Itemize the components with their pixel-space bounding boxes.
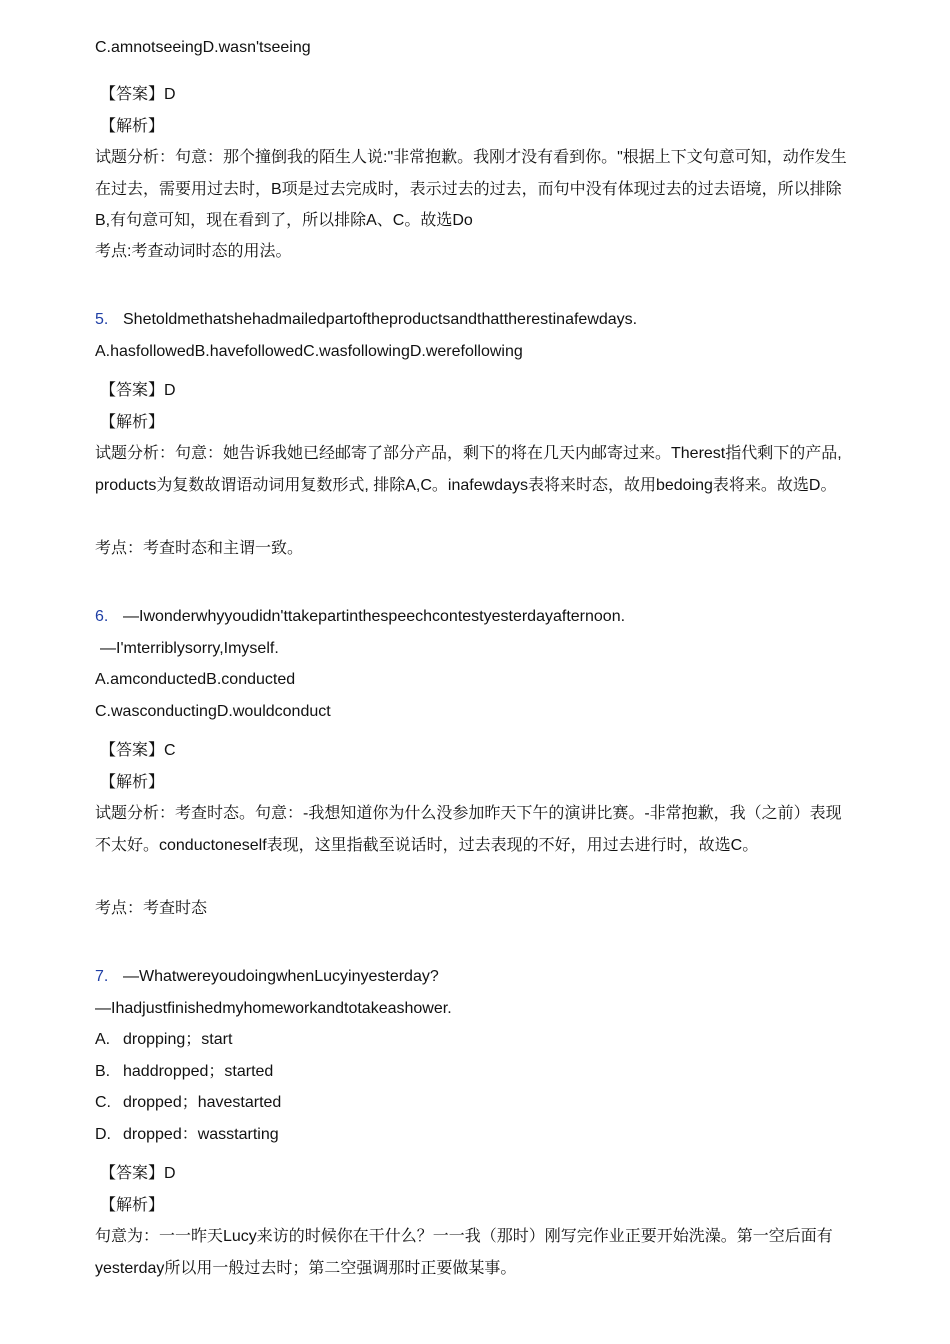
option-text: dropped；havestarted [123, 1094, 282, 1111]
question-6-options-cd: C.wasconductingD.wouldconduct [95, 703, 331, 720]
option-text: dropping；start [123, 1031, 233, 1048]
option-letter: D. [95, 1126, 111, 1143]
question-7-analysis-label: 【解析】 [100, 1197, 165, 1214]
question-4-analysis: 试题分析：句意：那个撞倒我的陌生人说:"非常抱歉。我刚才没有看到你。"根据上下文句意可知，动作发生在过去，需要用过去时，B项是过去完成时，表示过去的过去，而句中没有体现过去的过去语境，所以排除B,有句意可知，现在看到了，所以排除A、C。故选Do [95, 149, 847, 229]
question-6-text: —Iwonderwhyyoudidn'ttakepartinthespeechcontestyesterdayafternoon. [123, 608, 626, 625]
question-4-answer: 【答案】D [100, 86, 176, 103]
question-6-answer: 【答案】C [100, 742, 176, 759]
question-4-analysis-label: 【解析】 [100, 118, 165, 135]
question-6-analysis: 试题分析：考查时态。句意：-我想知道你为什么没参加昨天下午的演讲比赛。-非常抱歉，我（之前）表现不太好。conductoneself表现，这里指截至说话时，过去表现的不好，用过去进行时，故选C。 [95, 805, 842, 854]
question-6-reply: —I'mterriblysorry,Imyself. [100, 640, 279, 657]
question-4-options: C.amnotseeingD.wasn'tseeing [95, 39, 311, 56]
question-7-answer: 【答案】D [100, 1165, 176, 1182]
question-7-option-b [95, 1061, 273, 1083]
question-6-kaodian: 考点：考查时态 [95, 900, 208, 917]
question-7-option-d [95, 1124, 279, 1146]
question-7-option-c [95, 1092, 281, 1114]
question-5-text: Shetoldmethatshehadmailedpartoftheproductsandthattherestinafewdays. [123, 311, 638, 328]
option-text: haddropped；started [123, 1063, 274, 1080]
question-4-kaodian: 考点:考查动词时态的用法。 [95, 243, 292, 260]
option-letter: B. [95, 1063, 111, 1080]
question-7-text: —WhatwereyoudoingwhenLucyinyesterday? [123, 968, 439, 985]
question-6-options-ab: A.amconductedB.conducted [95, 671, 296, 688]
option-letter: A. [95, 1031, 111, 1048]
option-letter: C. [95, 1094, 111, 1111]
question-7-number: 7. [95, 968, 109, 985]
question-6-analysis-label: 【解析】 [100, 774, 165, 791]
question-5-analysis-label: 【解析】 [100, 414, 165, 431]
question-7-option-a [95, 1029, 232, 1051]
question-6-number: 6. [95, 608, 109, 625]
question-5-number: 5. [95, 311, 109, 328]
question-7-analysis: 句意为：一一昨天Lucy来访的时候你在干什么？一一我（那时）刚写完作业正要开始洗澡。第一空后面有yesterday所以用一般过去时；第二空强调那时正要做某事。 [95, 1228, 833, 1277]
question-5-answer: 【答案】D [100, 382, 176, 399]
question-5-kaodian: 考点：考查时态和主谓一致。 [95, 540, 304, 557]
option-text: dropped：wasstarting [123, 1126, 279, 1143]
question-6-stem [95, 606, 625, 628]
question-7-stem [95, 966, 439, 988]
question-5-options: A.hasfollowedB.havefollowedC.wasfollowingD.werefollowing [95, 343, 523, 360]
question-5-analysis: 试题分析：句意：她告诉我她已经邮寄了部分产品，剩下的将在几天内邮寄过来。Therest指代剩下的产品, products为复数故谓语动词用复数形式, 排除A,C。inafewdays表将来时态，故用bedoing表将来。故选D。 [95, 445, 842, 494]
question-7-reply: —Ihadjustfinishedmyhomeworkandtotakeashower. [95, 1000, 452, 1017]
question-5-stem [95, 309, 637, 331]
